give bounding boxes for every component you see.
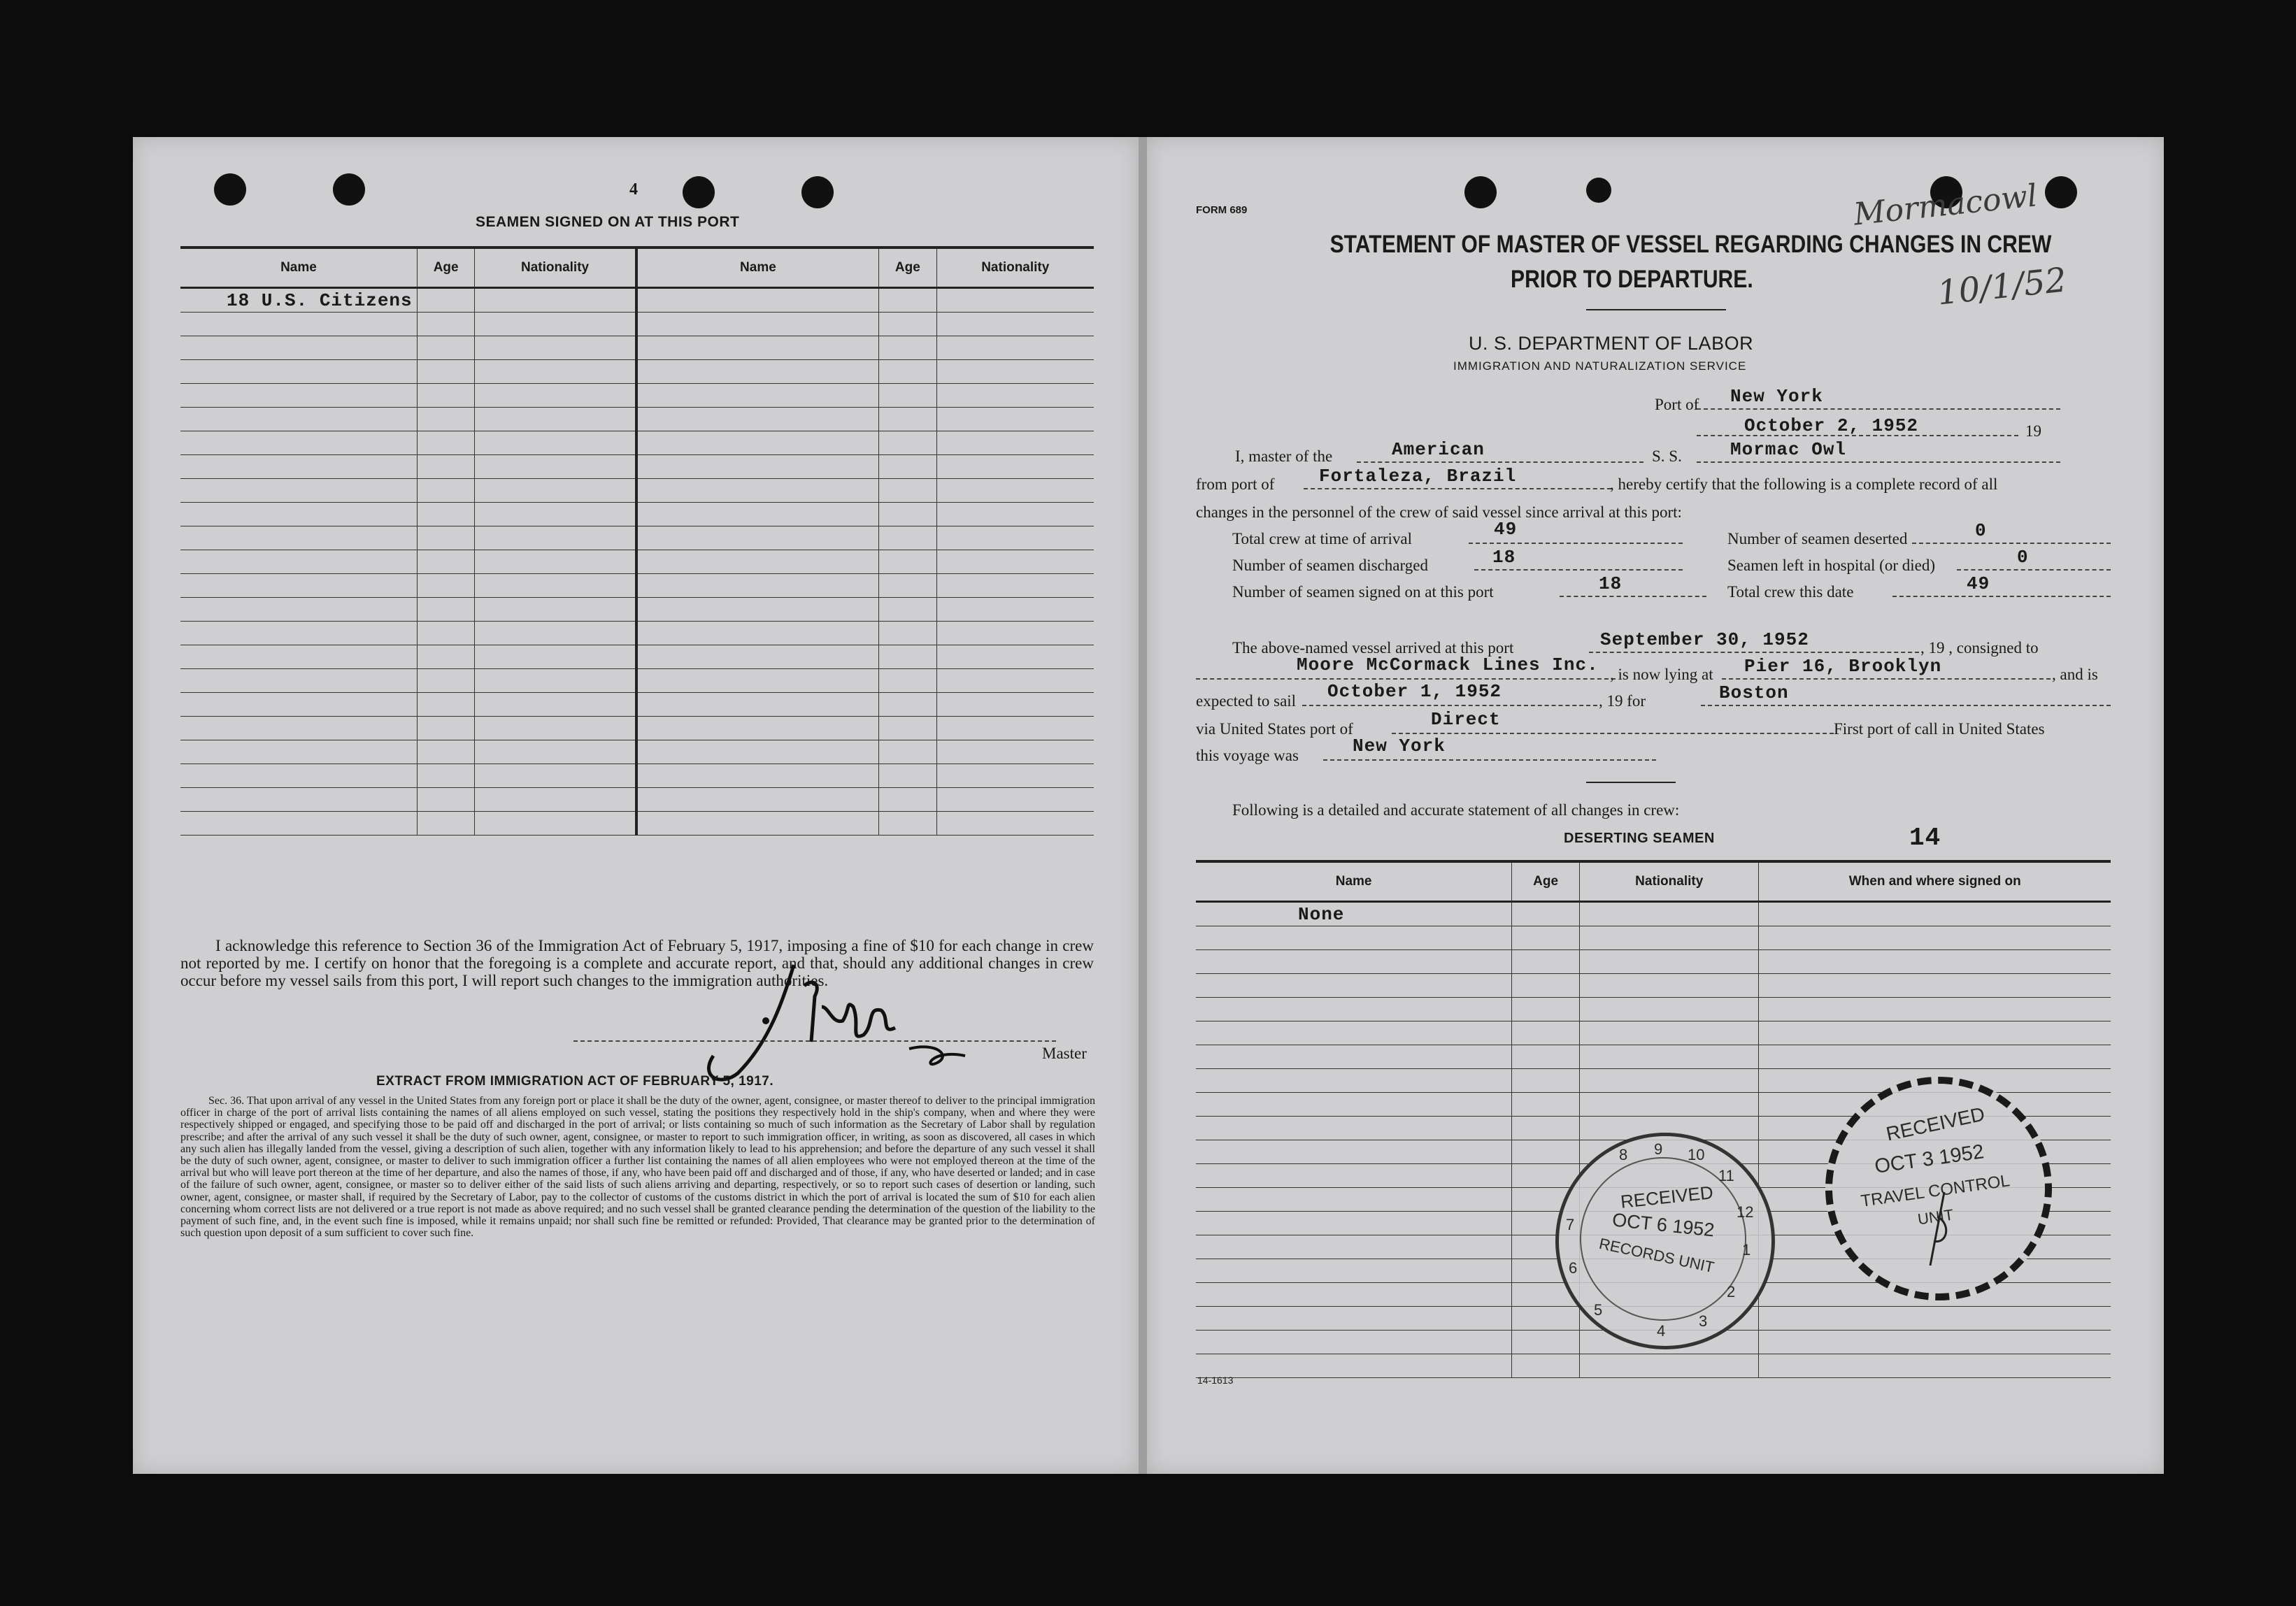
col-header-age: Age: [1512, 861, 1580, 902]
arrived-line: [1589, 652, 1919, 653]
table-row: [180, 550, 1094, 574]
total-crew-date-value: 49: [1967, 573, 1990, 594]
title-rule: [1586, 309, 1726, 310]
table-row: [180, 764, 1094, 788]
section-rule: [1586, 782, 1676, 783]
lying-at-line: [1722, 678, 2051, 680]
total-crew-date-line: [1892, 596, 2111, 597]
hospital-line: [1957, 569, 2111, 571]
page-mark: 14: [1909, 824, 1941, 852]
from-port-value: Fortaleza, Brazil: [1319, 466, 1517, 487]
vessel-line: [1697, 461, 2060, 463]
handwritten-vessel-name: Mormacowl: [1852, 178, 2039, 233]
table-row: [180, 408, 1094, 431]
table-row: [180, 384, 1094, 408]
vessel-value: Mormac Owl: [1730, 439, 1847, 460]
department-name: U. S. DEPARTMENT OF LABOR: [1469, 333, 1754, 354]
and-is-label: , and is: [2052, 666, 2098, 683]
master-of-label: I, master of the: [1235, 447, 1333, 465]
col-header-name: Name: [180, 248, 417, 288]
destination-value: Boston: [1719, 682, 1789, 703]
arrived-value: September 30, 1952: [1600, 629, 1809, 650]
col-header-age: Age: [879, 248, 936, 288]
punch-hole: [333, 173, 365, 206]
extract-text: Sec. 36. That upon arrival of any vessel in the United States from any foreign port or place it shall be the duty of the owner, agent, consignee, or master thereof to deliver to the principal immigration officer in charge of the port of arrival lists containing the names of all aliens employed on such vessel, stating the positions they respectively hold in the ship's company, when and where they were respectively shipped or engaged, and specifying those to be paid off and discharged in the port of arrival; or lists containing so much of such information as the Secretary of Labor shall by regulation prescribe; and after the arrival of any such vessel it shall be the duty of such owner, agent, consignee, or master to report to such immigration officer, in writing, as soon as discovered, all cases in which any such alien has illegally landed from the vessel, giving a description of such alien, together with any information likely to lead to his apprehension; and before the departure of any such vessel it shall be the duty of such owner, agent, consignee, or master to deliver to such immigration officer a further list containing the names of all alien employees who were not employed thereon at the time of the arrival but who will leave port thereon at the time of her departure, and also the names of those, if any, who have been paid off and discharged and of those, if any, who have deserted or landed; and in case of the failure of such owner, agent, consignee, or master so to deliver either of the said lists of such aliens arriving and departing, respectively, or so to report such cases of desertion or landing, such owner, agent, consignee, or master shall, if required by the Secretary of Labor, pay to the collector of customs of the customs district in which the port of arrival is located the sum of $10 for each alien concerning whom correct lists are not delivered or a true report is not made as above required; and no such vessel shall be granted clearance pending the determination of the question of the liability to the payment of such fine, and, in the event such fine is imposed, while it remains unpaid; nor shall such fine be remitted or refunded: Provided, That clearance may be granted prior to the determination of such question upon deposit of a sum sufficient to cover such fine.: [180, 1095, 1095, 1240]
page-number: 4: [629, 180, 638, 199]
table-row: [1196, 1354, 2111, 1378]
acknowledgement-text: I acknowledge this reference to Section 36 of the Immigration Act of February 5, 1917, imposing a fine of $10 for each change in crew not reported by me. I certify on honor that the foregoing is a complete and accurate report, and that, should any additional changes in crew occur before my vessel sails from this port, I will report such changes to the immigration authorities.: [180, 937, 1094, 989]
discharged-value: 18: [1492, 547, 1516, 568]
port-line: [1697, 408, 2060, 410]
nationality-value: American: [1392, 439, 1485, 460]
punch-hole: [683, 176, 715, 208]
col-header-signed-on: When and where signed on: [1759, 861, 2111, 902]
destination-line: [1701, 705, 2111, 706]
this-voyage-label: this voyage was: [1196, 747, 1299, 764]
year-prefix: 19: [2025, 422, 2041, 440]
punch-hole: [801, 176, 834, 208]
table-row: [1196, 1045, 2111, 1069]
form-title-line2: PRIOR TO DEPARTURE.: [1511, 266, 1753, 293]
date-value: October 2, 1952: [1744, 415, 1919, 436]
port-of-label: Port of: [1655, 396, 1699, 413]
signed-on-value: 18: [1599, 573, 1623, 594]
total-crew-date-label: Total crew this date: [1727, 583, 1854, 601]
col-header-nationality: Nationality: [1579, 861, 1758, 902]
entry-text: None: [1298, 903, 1345, 925]
signed-on-line: [1560, 596, 1706, 597]
table-row: [180, 740, 1094, 764]
punch-hole: [214, 173, 246, 206]
via-port-label: via United States port of: [1196, 720, 1353, 738]
lying-at-value: Pier 16, Brooklyn: [1744, 656, 1942, 677]
col-header-name: Name: [636, 248, 879, 288]
extract-title: EXTRACT FROM IMMIGRATION ACT OF FEBRUARY 5, 1917.: [376, 1074, 774, 1089]
form-number: FORM 689: [1196, 204, 1248, 216]
page-gutter: [1139, 137, 1147, 1474]
via-port-line: [1392, 733, 1834, 734]
deserted-value: 0: [1975, 520, 1987, 541]
arrived-label: The above-named vessel arrived at this port: [1232, 639, 1514, 657]
col-header-age: Age: [417, 248, 474, 288]
first-port-line: [1323, 759, 1656, 761]
table-row: [180, 598, 1094, 622]
ss-label: S. S.: [1652, 447, 1682, 465]
entry-text: 18 U.S. Citizens: [227, 289, 413, 311]
via-port-value: Direct: [1431, 709, 1501, 730]
from-port-label: from port of: [1196, 475, 1275, 493]
total-crew-arrival-value: 49: [1494, 519, 1518, 540]
section-title: SEAMEN SIGNED ON AT THIS PORT: [476, 214, 740, 230]
table-row: [180, 479, 1094, 503]
table-row: [180, 645, 1094, 669]
col-header-nationality: Nationality: [936, 248, 1094, 288]
first-port-label: First port of call in United States: [1834, 720, 2045, 738]
lying-at-label: , is now lying at: [1610, 666, 1713, 683]
table-row: [180, 622, 1094, 645]
table-row: [1196, 1021, 2111, 1045]
form-code: 14-1613: [1197, 1375, 1234, 1386]
table-row: [1196, 950, 2111, 974]
table-row: [1196, 926, 2111, 950]
punch-hole: [2045, 176, 2077, 208]
sail-date-line: [1302, 705, 1597, 706]
total-crew-arrival-line: [1469, 543, 1683, 544]
table-row: [180, 455, 1094, 479]
table-row: [180, 526, 1094, 550]
table-row: [180, 693, 1094, 717]
table-row: [180, 812, 1094, 836]
hospital-label: Seamen left in hospital (or died): [1727, 557, 1936, 574]
table-row: [180, 431, 1094, 455]
discharged-line: [1474, 569, 1683, 571]
consigned-label: , 19 , consigned to: [1920, 639, 2039, 657]
deserting-seamen-title: DESERTING SEAMEN: [1564, 831, 1715, 846]
punch-hole: [1464, 176, 1497, 208]
deserted-label: Number of seamen deserted: [1727, 530, 1908, 547]
signed-on-table: [180, 246, 1094, 836]
records-unit-stamp: 9 10 11 12 1 2 3 4 5 6 7 8 RECEIVED OCT 6 1952 RECORDS UNIT: [1555, 1133, 1775, 1349]
table-row: [1196, 974, 2111, 998]
form-title-line1: STATEMENT OF MASTER OF VESSEL REGARDING CHANGES IN CREW: [1329, 231, 2052, 258]
col-header-name: Name: [1196, 861, 1512, 902]
discharged-label: Number of seamen discharged: [1232, 557, 1428, 574]
punch-hole: [1586, 178, 1611, 203]
table-row: [180, 288, 1094, 313]
deserted-line: [1912, 543, 2111, 544]
signed-on-label: Number of seamen signed on at this port: [1232, 583, 1494, 601]
table-row: [180, 503, 1094, 526]
total-crew-arrival-label: Total crew at time of arrival: [1232, 530, 1413, 547]
table-row: [180, 360, 1094, 384]
hospital-value: 0: [2017, 547, 2029, 568]
first-port-value: New York: [1353, 736, 1446, 757]
port-value: New York: [1730, 386, 1823, 407]
table-row: [180, 574, 1094, 598]
master-signature: [671, 958, 1035, 1084]
table-row: [180, 788, 1094, 812]
table-row: [180, 717, 1094, 740]
consignee-value: Moore McCormack Lines Inc.: [1297, 654, 1599, 675]
sail-date-value: October 1, 1952: [1327, 681, 1502, 702]
signature-line: [573, 1040, 1056, 1042]
consignee-line: [1196, 678, 1616, 680]
table-row: [180, 336, 1094, 360]
service-name: IMMIGRATION AND NATURALIZATION SERVICE: [1453, 359, 1747, 373]
changes-text: changes in the personnel of the crew of said vessel since arrival at this port:: [1196, 503, 1682, 521]
table-row: [180, 669, 1094, 693]
year-for-label: , 19 for: [1599, 692, 1646, 710]
table-row: [180, 313, 1094, 336]
table-row: [1196, 998, 2111, 1021]
nationality-line: [1357, 461, 1643, 463]
col-header-nationality: Nationality: [475, 248, 636, 288]
expected-sail-label: expected to sail: [1196, 692, 1297, 710]
from-port-line: [1304, 488, 1611, 489]
master-label: Master: [1042, 1045, 1087, 1062]
handwritten-date: 10/1/52: [1935, 260, 2069, 313]
table-row: [1196, 902, 2111, 926]
travel-control-stamp: RECEIVED OCT 3 1952 TRAVEL CONTROL UNIT: [1825, 1077, 2052, 1300]
certify-text: , hereby certify that the following is a complete record of all: [1610, 475, 1998, 493]
following-text: Following is a detailed and accurate statement of all changes in crew:: [1232, 801, 1680, 819]
